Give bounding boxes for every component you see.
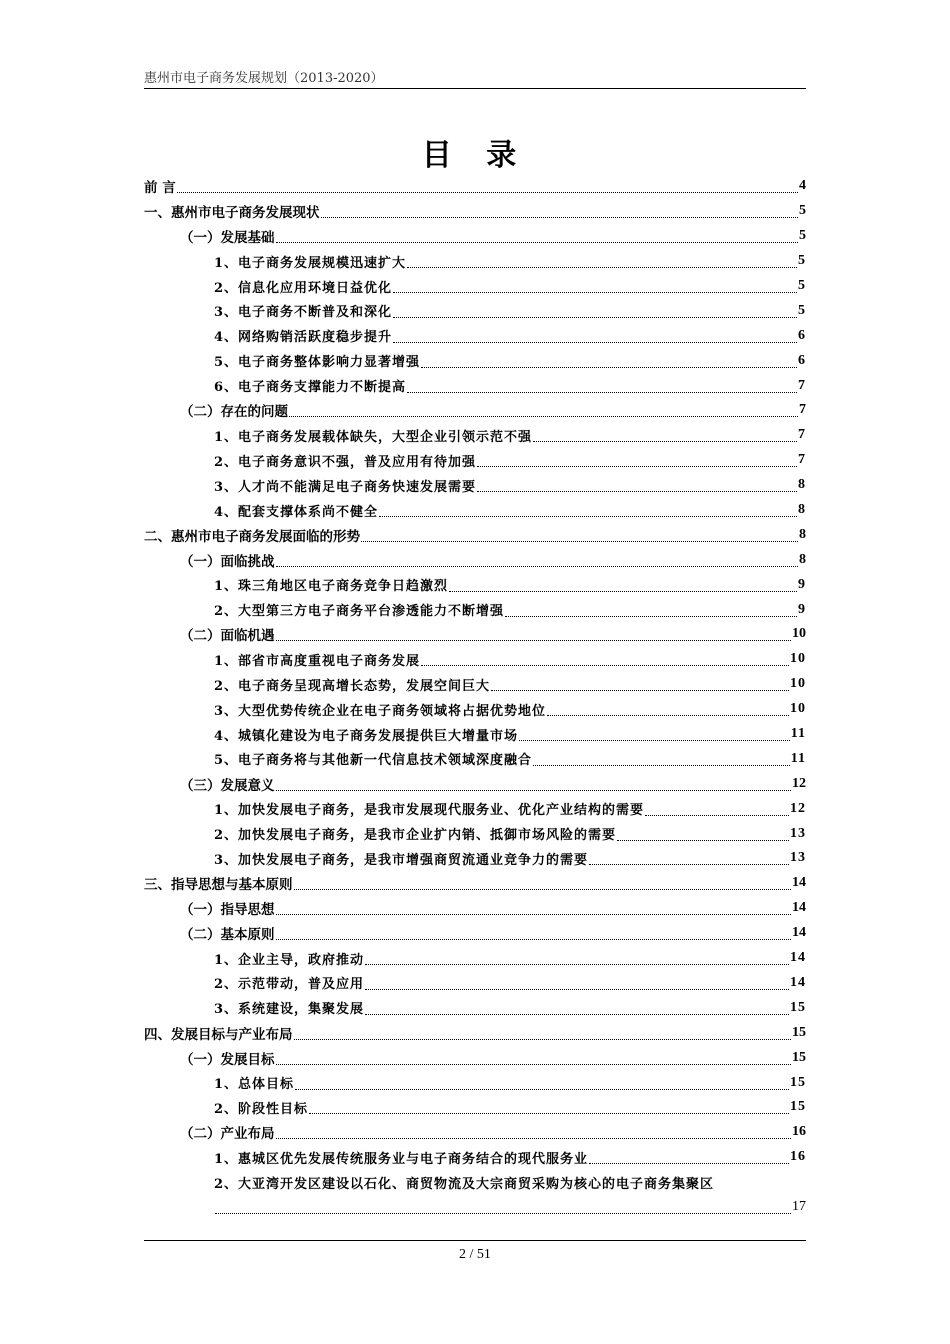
toc-entry[interactable] [144,921,806,946]
dot-leader [276,901,792,915]
toc-entry[interactable] [144,746,806,771]
toc-entry-page: 14 [792,875,806,891]
toc-entry-label: （一）发展基础 [180,230,275,247]
dot-leader [276,553,799,567]
toc-entry-label: 3、人才尚不能满足电子商务快速发展需要 [214,479,477,495]
toc-entry[interactable] [144,1095,806,1120]
dot-leader [393,304,797,318]
toc-entry[interactable] [144,174,806,199]
dot-leader [276,1125,792,1139]
toc-entry-page: 7 [798,452,806,468]
toc-entry-label: （一）面临挑战 [180,553,275,570]
toc-entry-label: 3、电子商务不断普及和深化 [214,305,393,321]
toc-entry-page: 15 [790,999,806,1015]
toc-entry-label: 1、珠三角地区电子商务竞争日趋激烈 [214,579,449,595]
dot-leader [379,503,797,517]
dot-leader [294,876,792,890]
toc-entry-label: 2、电子商务意识不强，普及应用有待加强 [214,454,477,470]
toc-entry-continuation[interactable] [144,1195,806,1220]
toc-entry-label: 2、信息化应用环境日益优化 [214,280,393,296]
dot-leader [295,1076,789,1090]
dot-leader [393,279,797,293]
toc-entry-label: 4、网络购销活跃度稳步提升 [214,330,393,346]
page-footer [144,1240,806,1263]
toc-entry-label: 前 言 [144,180,176,197]
toc-entry-page: 11 [790,750,806,766]
dot-leader [491,677,789,691]
toc-entry[interactable] [144,622,806,647]
toc-entry-label: 4、配套支撑体系尚不健全 [214,504,379,520]
dot-leader [645,802,789,816]
dot-leader [505,603,797,617]
dot-leader [321,204,799,218]
page-indicator: 2 / 51 [459,1247,491,1262]
toc-entry-page: 15 [792,1024,806,1040]
toc-entry-label: 四、发展目标与产业布局 [144,1026,293,1043]
toc-entry-page: 13 [790,825,806,841]
toc-entry[interactable] [144,1020,806,1045]
dot-leader [589,851,789,865]
toc-entry-label: 5、电子商务将与其他新一代信息技术领域深度融合 [214,753,533,769]
toc-entry-label: 3、加快发展电子商务，是我市增强商贸流通业竞争力的需要 [214,852,589,868]
toc-entry-label: （二）面临机遇 [180,628,275,645]
toc-entry[interactable] [144,522,806,547]
toc-entry-page: 15 [790,1099,806,1115]
toc-entry-page: 11 [790,726,806,742]
toc-entry-label: 1、惠城区优先发展传统服务业与电子商务结合的现代服务业 [214,1151,589,1167]
toc-entry-page: 12 [792,775,806,791]
dot-leader [294,1026,792,1040]
header-text: 惠州市电子商务发展规划（2013-2020） [144,71,384,86]
toc-entry[interactable] [144,1170,806,1195]
toc-entry-page: 4 [799,178,806,194]
toc-entry[interactable] [144,572,806,597]
toc-entry[interactable] [144,1145,806,1170]
toc-entry[interactable] [144,871,806,896]
toc-entry[interactable] [144,1070,806,1095]
toc-entry[interactable] [144,697,806,722]
dot-leader [477,453,797,467]
toc-entry-label: 三、指导思想与基本原则 [144,877,293,894]
toc-entry-page: 10 [790,676,806,692]
dot-leader [276,777,792,791]
toc-entry[interactable] [144,249,806,274]
toc-entry-page: 10 [792,626,806,642]
toc-entry-page: 5 [798,302,806,318]
toc-entry[interactable] [144,224,806,249]
toc-title: 目 录 [421,138,529,173]
toc-entry-label: 2、电子商务呈现高增长态势，发展空间巨大 [214,678,491,694]
toc-entry-page: 8 [798,477,806,493]
toc-entry[interactable] [144,846,806,871]
toc-entry-page: 15 [790,1074,806,1090]
toc-entry-label: 6、电子商务支撑能力不断提高 [214,380,407,396]
toc-entry[interactable] [144,971,806,996]
dot-leader [533,428,797,442]
toc-entry-label: 2、大型第三方电子商务平台渗透能力不断增强 [214,604,505,620]
dot-leader [449,578,797,592]
dot-leader [421,354,797,368]
toc-entry-page: 13 [790,850,806,866]
dot-leader [365,951,789,965]
toc-entry[interactable] [144,348,806,373]
toc-entry-label: 一、惠州市电子商务发展现状 [144,205,320,222]
toc-entry-page: 14 [790,974,806,990]
toc-entry[interactable] [144,896,806,921]
toc-entry-label: 1、电子商务发展规模迅速扩大 [214,255,407,271]
dot-leader [276,1051,792,1065]
toc-entry-page: 8 [799,551,806,567]
toc-entry-label: （二）产业布局 [180,1126,275,1143]
toc-entry-page: 9 [798,601,806,617]
toc-entry[interactable] [144,323,806,348]
toc-entry-label: 2、大亚湾开发区建设以石化、商贸物流及大宗商贸采购为核心的电子商务集聚区 [214,1176,715,1192]
toc-entry[interactable] [144,796,806,821]
toc-entry-label: 1、企业主导，政府推动 [214,952,365,968]
dot-leader [617,827,789,841]
toc-entry-page: 15 [792,1049,806,1065]
toc-entry-label: 二、惠州市电子商务发展面临的形势 [144,528,360,545]
toc-entry-label: 2、加快发展电子商务，是我市企业扩内销、抵御市场风险的需要 [214,828,617,844]
dot-leader [309,1100,789,1114]
dot-leader [365,976,789,990]
toc-entry[interactable] [144,771,806,796]
dot-leader [215,1200,791,1214]
toc-entry-page: 8 [799,526,806,542]
toc-entry-label: 2、阶段性目标 [214,1101,309,1117]
toc-entry[interactable] [144,821,806,846]
toc-entry[interactable] [144,672,806,697]
toc-entry[interactable] [144,1120,806,1145]
toc-entry-page: 7 [799,402,806,418]
toc-entry-label: （二）基本原则 [180,927,275,944]
toc-entry-page: 14 [792,900,806,916]
toc-entry-page: 10 [790,651,806,667]
dot-leader [533,752,790,766]
toc-entry-label: 1、总体目标 [214,1077,295,1092]
toc-entry-label: 5、电子商务整体影响力显著增强 [214,355,421,371]
toc-entry-page: 10 [790,701,806,717]
toc-entry-page: 14 [790,950,806,966]
toc-entry[interactable] [144,274,806,299]
toc-entry-page: 7 [798,377,806,393]
toc-entry[interactable] [144,398,806,423]
dot-leader [407,254,797,268]
toc-entry[interactable] [144,498,806,523]
toc-entry-label: 1、电子商务发展载体缺失，大型企业引领示范不强 [214,429,533,445]
toc-entry[interactable] [144,995,806,1020]
dot-leader [365,1001,789,1015]
toc-entry-label: 3、系统建设，集聚发展 [214,1002,365,1018]
toc-entry-page: 5 [798,253,806,269]
toc-entry[interactable] [144,423,806,448]
dot-leader [477,478,797,492]
toc-entry-label: 1、加快发展电子商务，是我市发展现代服务业、优化产业结构的需要 [214,803,645,819]
dot-leader [289,403,798,417]
toc-entry[interactable] [144,722,806,747]
toc-entry-page: 5 [799,228,806,244]
toc-entry-page: 7 [798,427,806,443]
toc-entry-page: 14 [792,925,806,941]
dot-leader [177,179,798,193]
toc-entry-page: 16 [792,1124,806,1140]
toc-entry-page: 16 [790,1149,806,1165]
toc-entry-label: （二）存在的问题 [180,404,288,421]
toc-entry[interactable] [144,647,806,672]
toc-entry-page: 12 [790,800,806,816]
toc-entry[interactable] [144,448,806,473]
dot-leader [589,1150,789,1164]
toc-entry-label: （三）发展意义 [180,777,275,794]
toc-entry[interactable] [144,946,806,971]
toc-entry-page: 8 [798,502,806,518]
page-header [144,64,806,89]
dot-leader [393,329,797,343]
dot-leader [276,926,792,940]
toc-entry-page: 5 [799,203,806,219]
toc-entry-page: 6 [798,327,806,343]
toc-entry-page: 17 [792,1198,806,1214]
toc-entry[interactable] [144,597,806,622]
toc-entry[interactable] [144,547,806,572]
toc-entry-label: 1、部省市高度重视电子商务发展 [214,653,421,669]
dot-leader [547,702,789,716]
toc-entry-page: 9 [798,576,806,592]
toc-entry-label: 2、示范带动，普及应用 [214,977,365,993]
dot-leader [276,229,799,243]
table-of-contents [144,174,806,1219]
toc-entry[interactable] [144,373,806,398]
toc-entry-label: 4、城镇化建设为电子商务发展提供巨大增量市场 [214,728,519,744]
toc-entry-label: （一）指导思想 [180,902,275,919]
dot-leader [519,727,790,741]
toc-entry[interactable] [144,199,806,224]
toc-entry-label: 3、大型优势传统企业在电子商务领域将占据优势地位 [214,703,547,719]
toc-entry-label: （一）发展目标 [180,1051,275,1068]
dot-leader [421,652,789,666]
toc-entry-page: 5 [798,278,806,293]
dot-leader [361,528,798,542]
toc-entry[interactable] [144,473,806,498]
toc-entry[interactable] [144,1045,806,1070]
toc-entry[interactable] [144,298,806,323]
toc-entry-page: 6 [798,352,806,368]
dot-leader [407,379,797,393]
dot-leader [276,627,792,641]
